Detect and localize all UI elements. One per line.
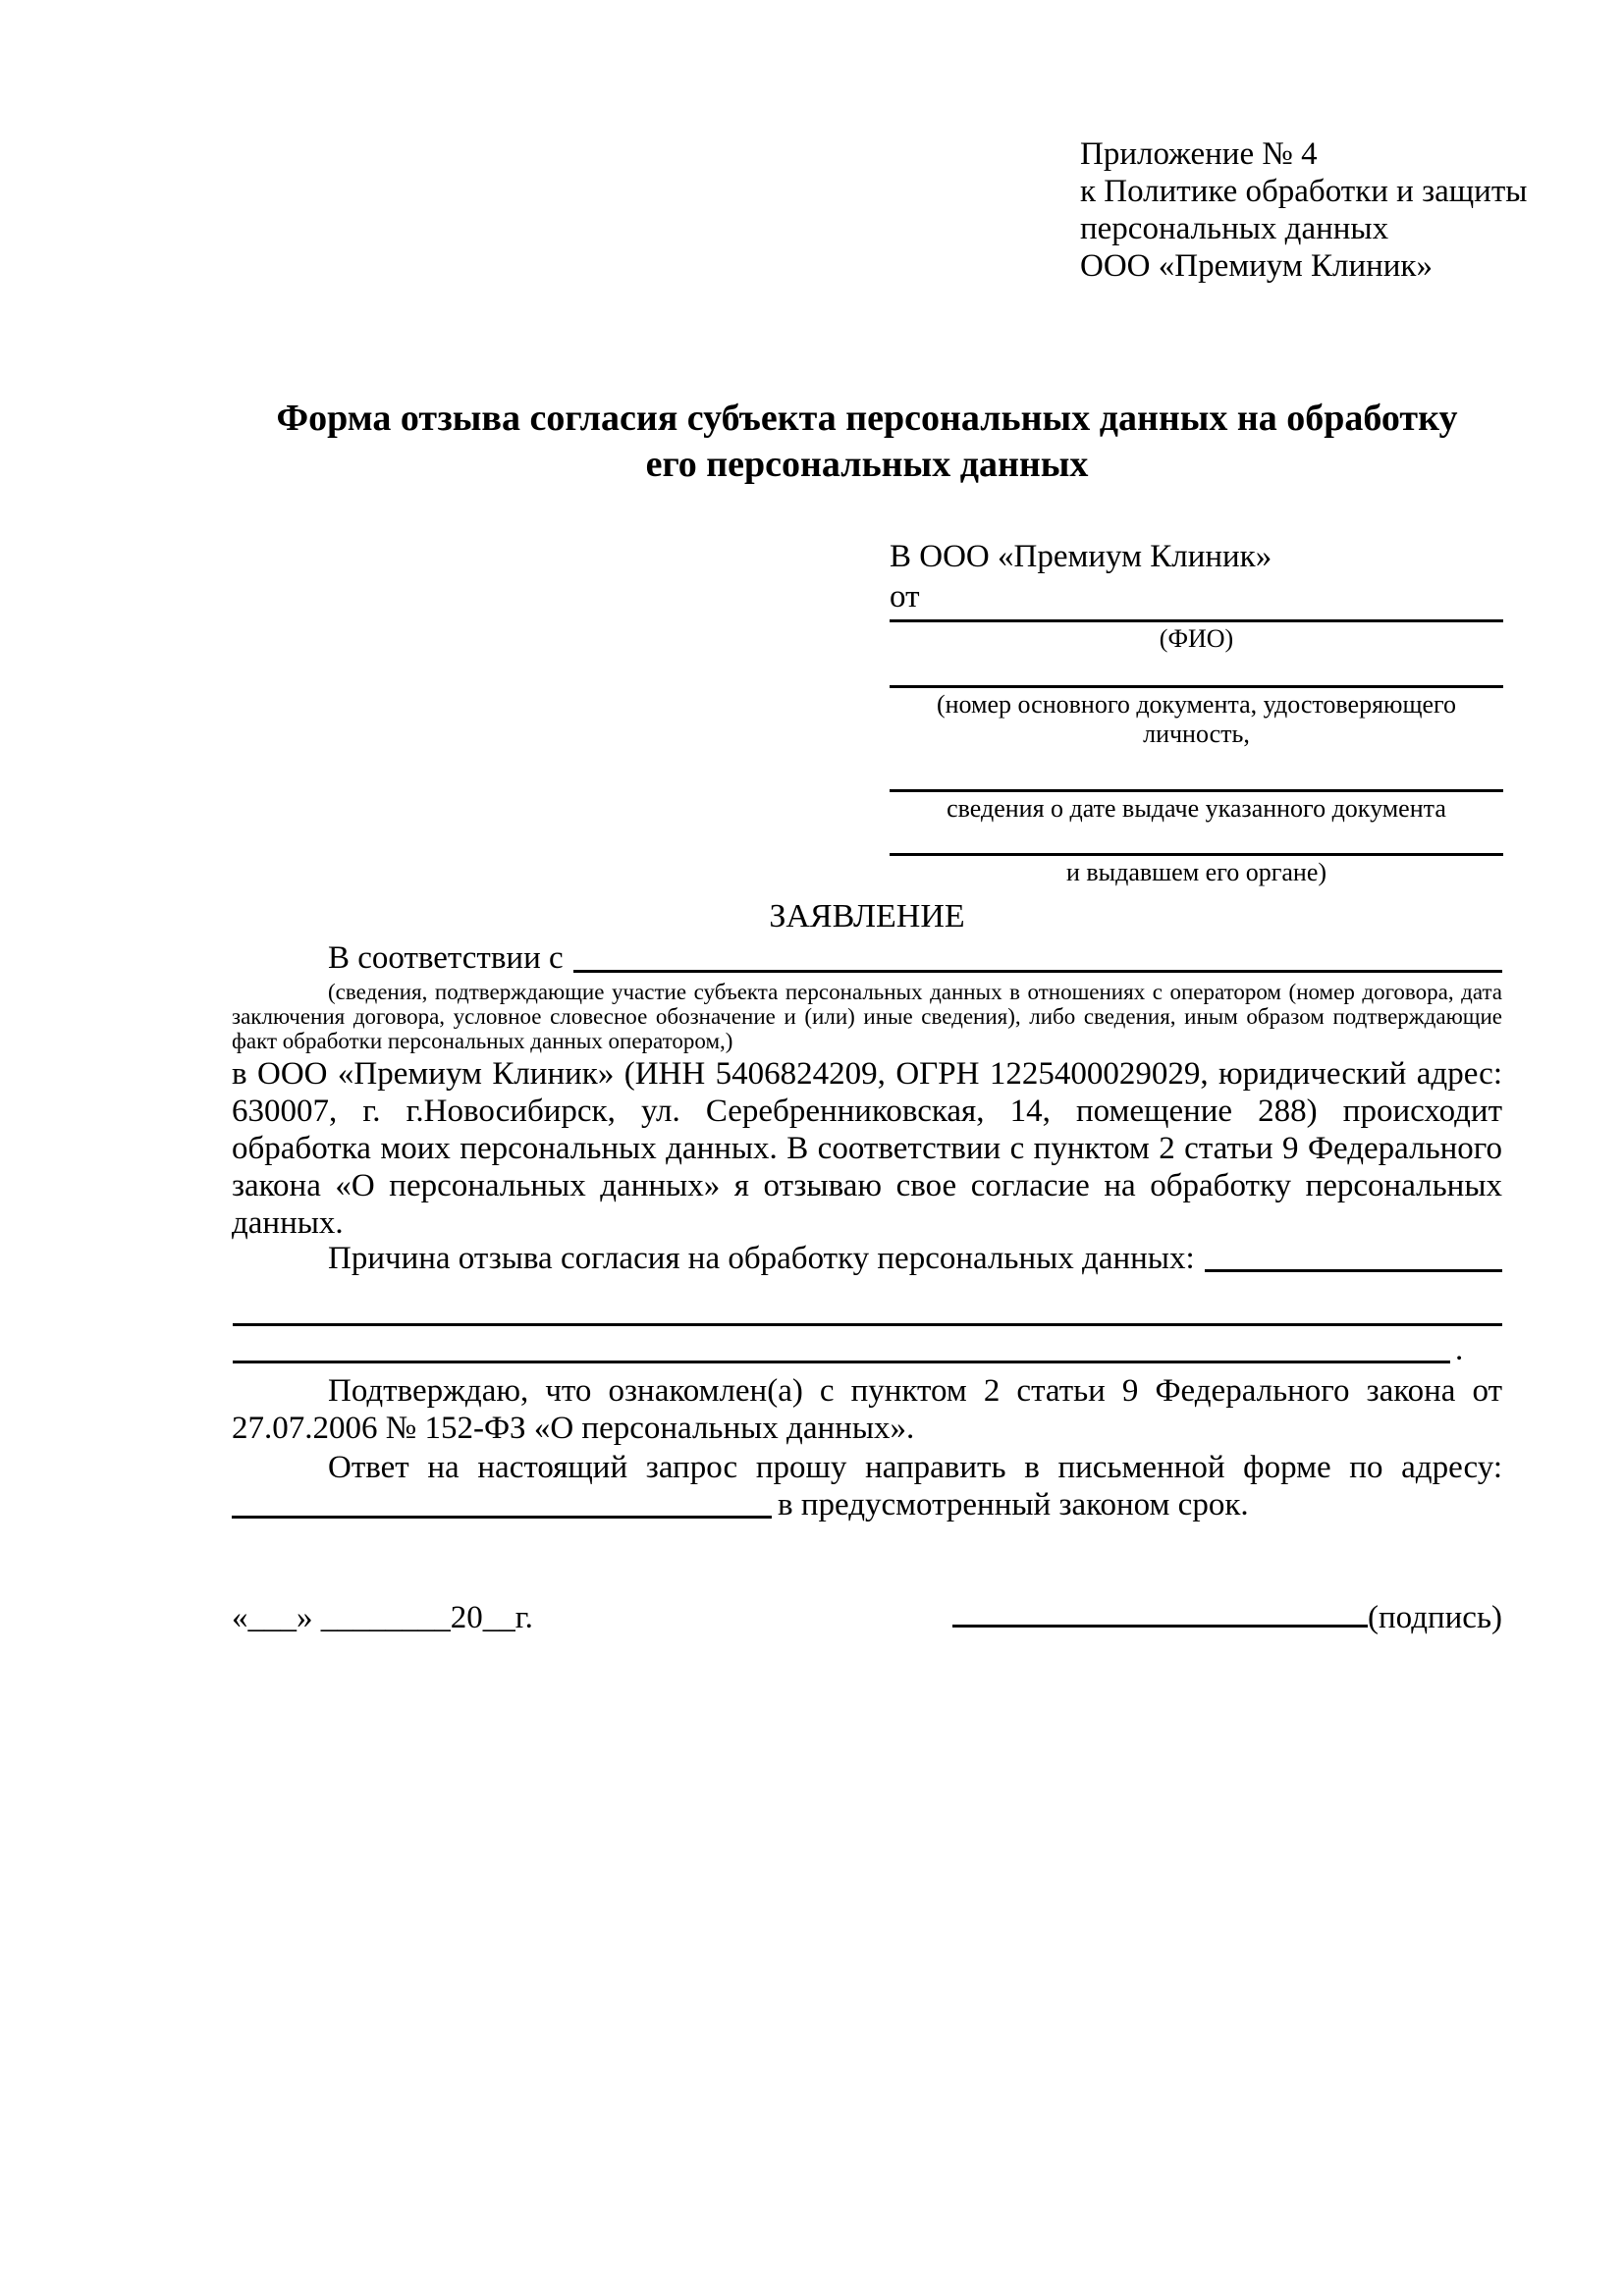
issuing-authority-caption: и выдавшем его органе) (1065, 858, 1327, 886)
document-title-line-1: Форма отзыва согласия субъекта персональных данных на обработку (276, 398, 1458, 439)
issue-date-caption: сведения о дате выдаче указанного документа (947, 794, 1446, 823)
document-title-line-2: его персональных данных (645, 444, 1089, 485)
reason-input-line[interactable] (1205, 1240, 1502, 1272)
reply-suffix-label: в предусмотренный законом срок. (778, 1487, 1249, 1522)
appendix-note-line: ООО «Премиум Клиник» (1080, 248, 1433, 284)
reply-address-input-line[interactable] (232, 1486, 772, 1519)
issue-date-input-line[interactable] (890, 789, 1503, 792)
addressee-organization: В ООО «Премиум Клиник» (890, 539, 1272, 574)
identity-document-number-input-line[interactable] (890, 685, 1503, 688)
issuing-authority-input-line[interactable] (890, 853, 1503, 856)
appendix-note (1080, 135, 1527, 285)
reason-end-punctuation: . (1455, 1332, 1464, 1367)
reason-label: Причина отзыва согласия на обработку персональных данных: (328, 1241, 1195, 1276)
appendix-note-line: к Политике обработки и защиты (1080, 174, 1528, 209)
date-blank-line[interactable]: «___» ________20__г. (232, 1600, 533, 1635)
date-signature-row (232, 1598, 1502, 1637)
consent-basis-note: (сведения, подтверждающие участие субъекта персональных данных в отношениях с оператором (номер договора, дата заключения договора, условное словесное обозначение и (или) иные сведения), либо сведения, иным образом подтверждающие факт обработки персональных данных оператором,) (232, 980, 1502, 1053)
accordance-input-line[interactable] (573, 938, 1502, 973)
signature-caption: (подпись) (1368, 1600, 1502, 1635)
reply-request-line: Ответ на настоящий запрос прошу направить в письменной форме по адресу: (328, 1450, 1502, 1485)
statement-heading: ЗАЯВЛЕНИЕ (769, 898, 965, 934)
accordance-label: В соответствии с (328, 940, 564, 976)
addressee-block (890, 536, 1503, 887)
reason-extra-input-line-1[interactable] (233, 1323, 1502, 1326)
addressee-from-label: от (890, 579, 920, 614)
signature-group (952, 1598, 1502, 1637)
reason-row (232, 1240, 1502, 1277)
fio-input-line[interactable] (890, 619, 1503, 622)
identity-document-number-caption: (номер основного документа, удостоверяющего личность, (936, 690, 1457, 748)
confirmation-paragraph: Подтверждаю, что ознакомлен(а) с пунктом 2 статьи 9 Федерального закона от 27.07.2006 № 152-ФЗ «О персональных данных». (232, 1373, 1502, 1446)
appendix-note-line: персональных данных (1080, 211, 1389, 246)
reply-address-row (232, 1486, 1502, 1523)
document-title (232, 396, 1502, 488)
appendix-note-line: Приложение № 4 (1080, 136, 1318, 172)
reason-extra-input-line-2[interactable] (233, 1361, 1450, 1363)
signature-input-line[interactable] (952, 1625, 1368, 1628)
body-paragraph: в ООО «Премиум Клиник» (ИНН 5406824209, ОГРН 1225400029029, юридический адрес: 630007, г. г.Новосибирск, ул. Серебренниковская, 14, помещение 288) происходит обработка моих персональных данных. В соответствии с пунктом 2 статьи 9 Федерального закона «О персональных данных» я отзываю свое согласие на обработку персональных данных. (232, 1056, 1502, 1241)
fio-caption: (ФИО) (1159, 624, 1234, 653)
accordance-row (232, 938, 1502, 978)
